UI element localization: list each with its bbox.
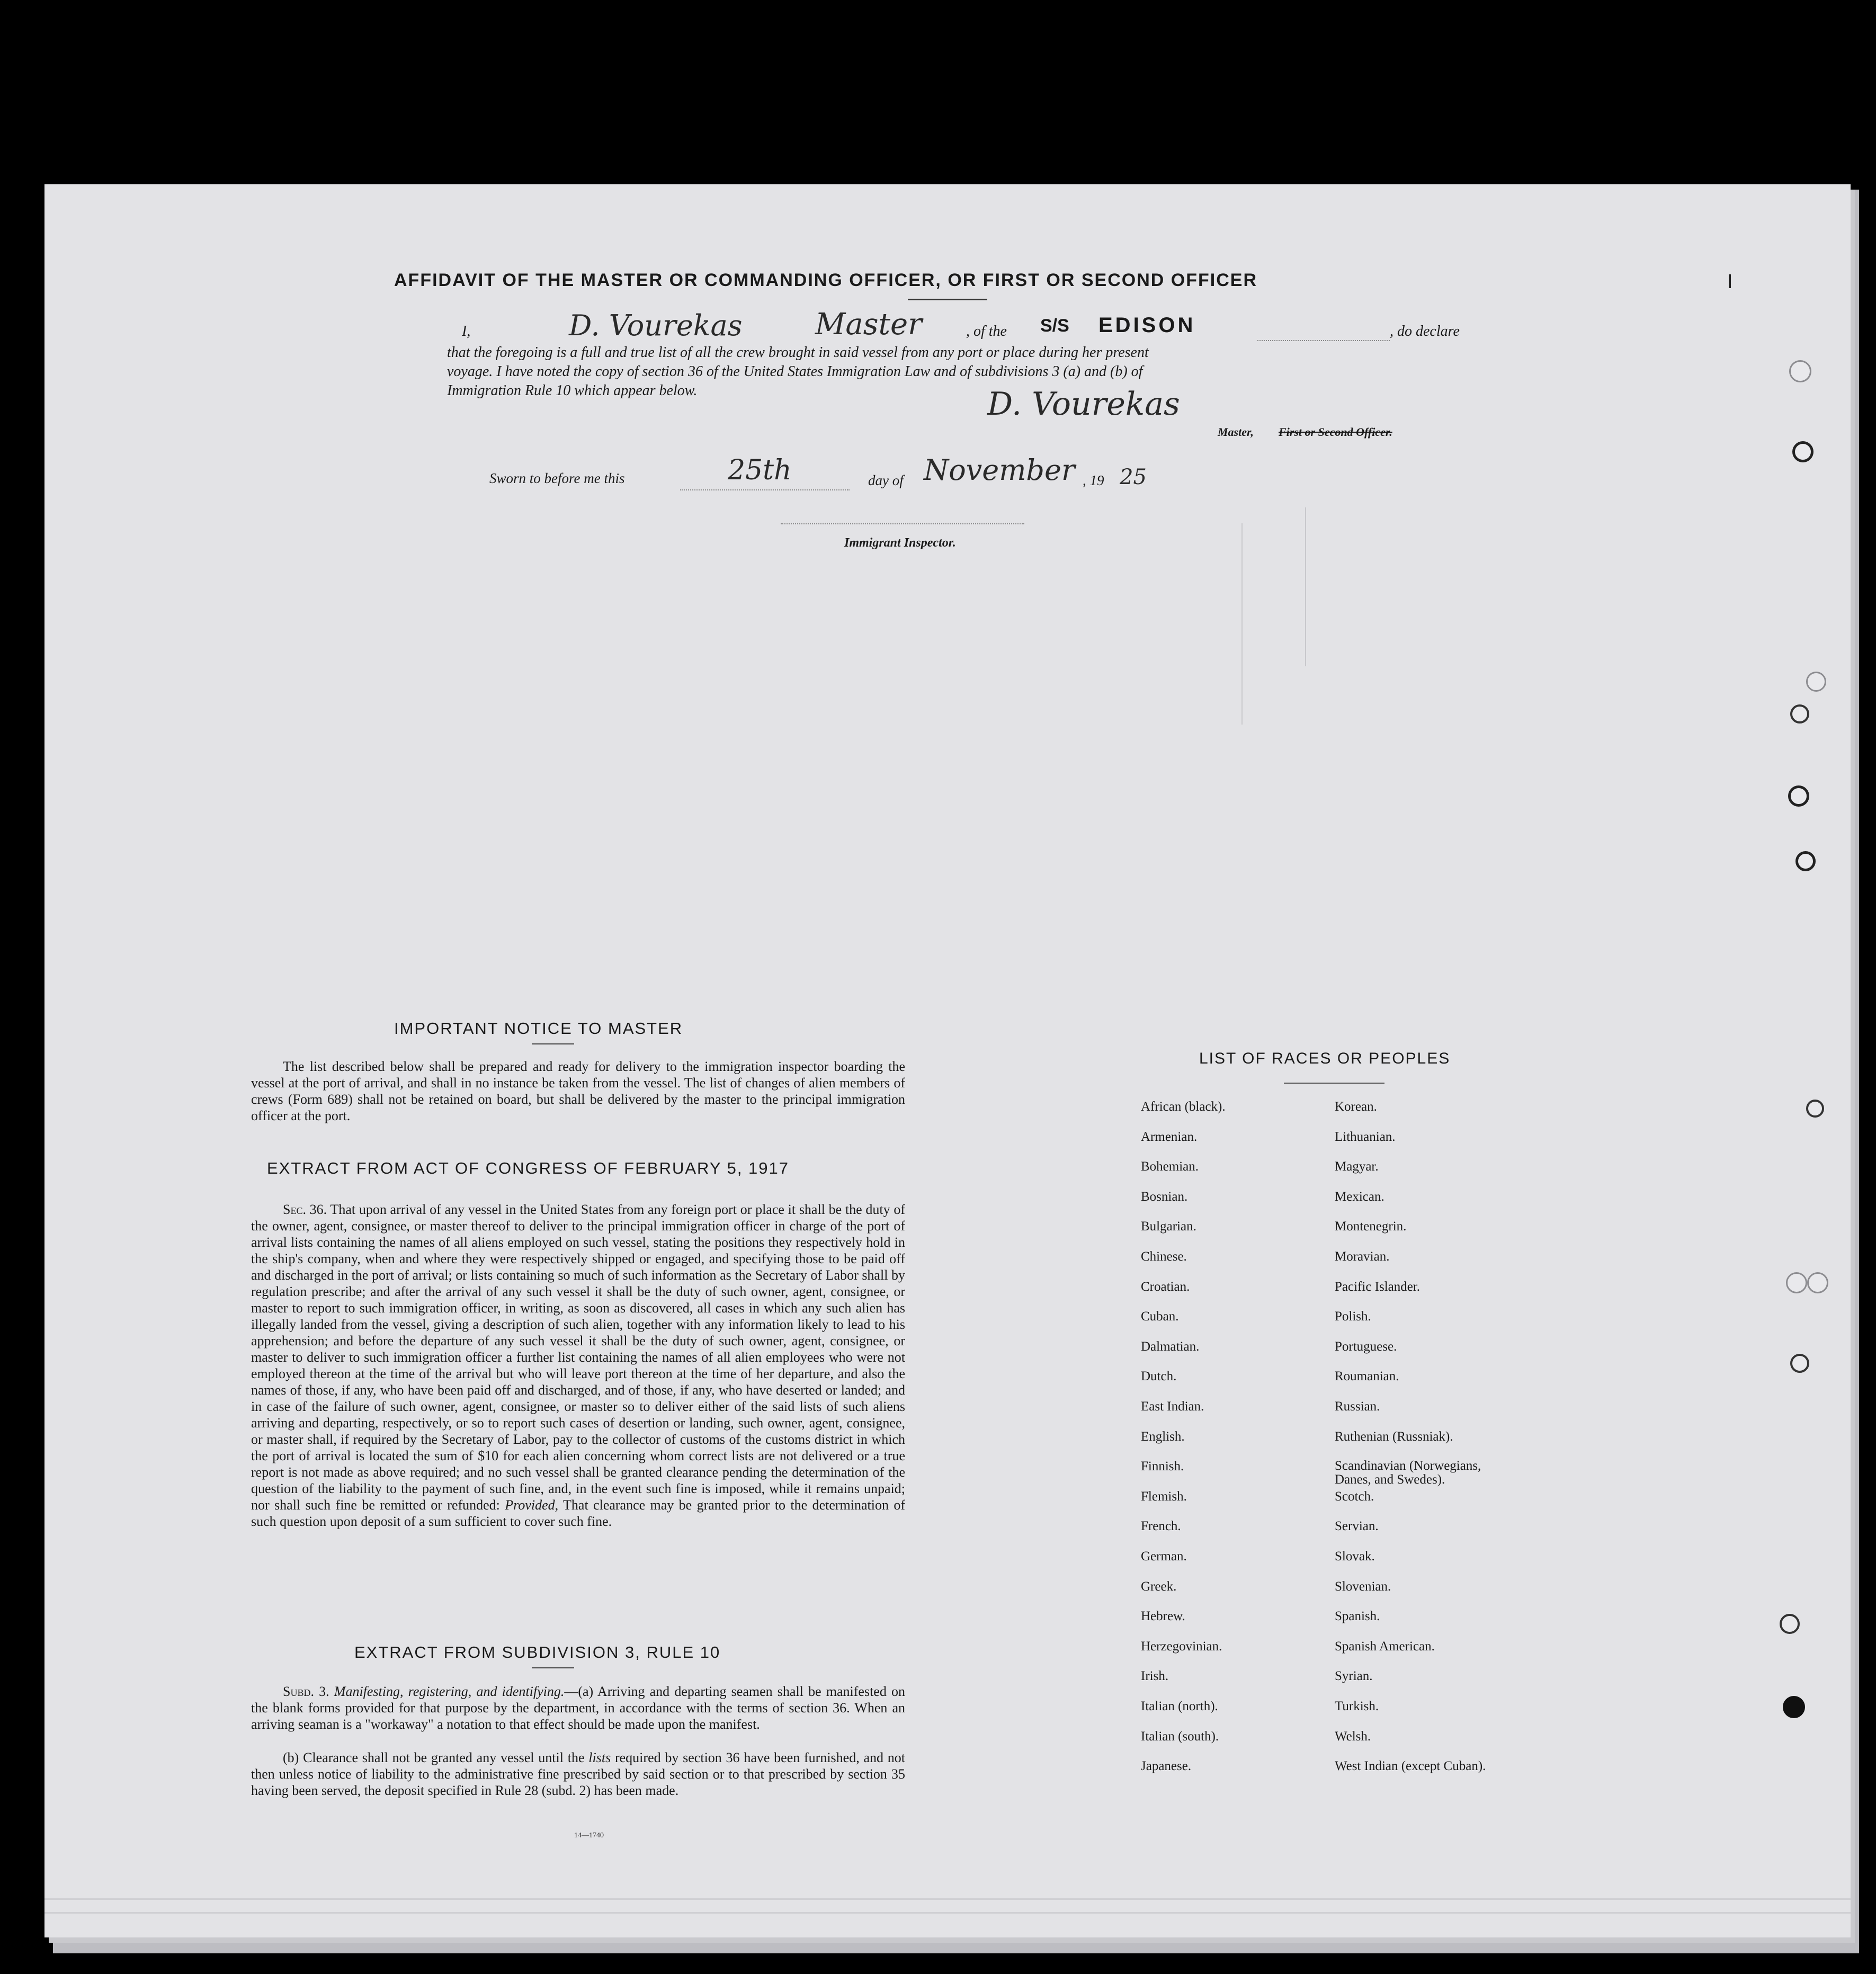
race-item: Dalmatian. [1141,1339,1200,1354]
race-item: Hebrew. [1141,1609,1185,1624]
notice-body: The list described below shall be prepared and ready for delivery to the immigration inspector boarding the vessel at the port of arrival, and shall in no instance be taken from the vessel. The list of changes of alien members of crews (Form 689) shall not be retained on board, but shall be delivered by the master to the principal immigration officer at the port. [251,1059,905,1123]
inspector-label: Immigrant Inspector. [844,536,956,550]
extract-act-body [251,1201,905,1530]
show-through-mark [1305,507,1306,666]
race-item: Italian (south). [1141,1729,1219,1744]
struck-officer-label: First or Second Officer. [1279,425,1392,439]
subd-b-lists: lists [588,1750,611,1765]
race-item: East Indian. [1141,1399,1204,1414]
ss-prefix: S/S [1040,316,1069,336]
race-item: Servian. [1335,1519,1379,1534]
races-rule [1284,1083,1384,1084]
rule-para-b [251,1749,905,1799]
binder-hole [1790,1354,1809,1373]
race-item: Roumanian. [1335,1369,1399,1384]
subd-a-text: —(a) Arriving and departing seamen shall be manifested on the blank forms provided for that purpose by the department, in accordance with the terms of section 36. When an arriving seaman is a "workaway" a notation to that effect should be made upon the manifest. [251,1684,905,1732]
race-item: Croatian. [1141,1279,1190,1294]
race-item: Spanish American. [1335,1639,1435,1654]
race-item: Moravian. [1335,1249,1390,1264]
race-item: Chinese. [1141,1249,1187,1264]
races-title: LIST OF RACES OR PEOPLES [1199,1050,1451,1067]
rule-rule [532,1667,574,1668]
race-item: Herzegovinian. [1141,1639,1222,1654]
race-item: Welsh. [1335,1729,1371,1744]
race-item: Irish. [1141,1669,1169,1684]
tick-mark [1729,274,1731,288]
race-item: Italian (north). [1141,1699,1218,1713]
master-label: Master, [1218,425,1254,439]
race-item: West Indian (except Cuban). [1335,1759,1486,1774]
race-item: French. [1141,1519,1181,1534]
body-line-3: Immigration Rule 10 which appear below. [447,382,698,399]
race-item: Slovenian. [1335,1579,1391,1594]
race-item: Russian. [1335,1399,1380,1414]
binder-hole [1783,1696,1805,1718]
extract-act-title: EXTRACT FROM ACT OF CONGRESS OF FEBRUARY 5, 1917 [267,1159,790,1177]
master-signature: D. Vourekas [987,386,1180,423]
sworn-day: 25th [728,454,792,486]
race-item: Scandinavian (Norwegians, Danes, and Swedes). [1335,1459,1481,1487]
binder-hole [1795,851,1816,871]
vessel-name: EDISON [1098,314,1196,337]
race-item: Bohemian. [1141,1159,1199,1174]
rule-para-a [251,1683,905,1732]
binder-hole [1806,1100,1824,1118]
binder-hole [1806,672,1826,692]
provided-label: Provided, [505,1497,559,1513]
sec-label: Sec. 36. [283,1202,327,1217]
body-line-1: that the foregoing is a full and true list of all the crew brought in said vessel from any port or place during her present [447,344,1149,361]
race-item: Bulgarian. [1141,1219,1196,1234]
binder-hole [1789,360,1811,382]
sworn-label: Sworn to before me this [489,470,625,486]
binder-hole [1807,1272,1828,1293]
subd-b-text-2: required by section 36 have been furnished, and not then unless notice of liability to the administrative fine prescribed by said section or to that prescribed by section 35 having been served, the deposit specified in Rule 28 (subd. 2) has been made. [251,1750,906,1798]
race-item: Dutch. [1141,1369,1177,1384]
race-item: Turkish. [1335,1699,1379,1713]
body-line-2: voyage. I have noted the copy of section 36 of the United States Immigration Law and of subdivisions 3 (a) and (b) of [447,363,1143,380]
race-item: Syrian. [1335,1669,1373,1684]
do-declare-label: , do declare [1390,323,1460,340]
race-item: German. [1141,1549,1187,1564]
race-item: African (black). [1141,1100,1226,1114]
extract-rule-title: EXTRACT FROM SUBDIVISION 3, RULE 10 [354,1643,721,1662]
race-item: Montenegrin. [1335,1219,1407,1234]
sec36-text: That upon arrival of any vessel in the United States from any foreign port or place it shall be the duty of the owner, agent, consignee, or master thereof to deliver to the principal immigration officer in charge of the port of arrival lists containing the names of all aliens employed on such vessel, stating the positions they respectively hold in the ship's company, when and where they were respectively shipped or engaged, and specifying those to be paid off and discharged in the port of arrival; or lists containing so much of such information as the Secretary of Labor shall by regulation prescribe; and after the arrival of any such vessel it shall be the duty of such owner, agent, consignee, or master to report to such immigration officer, in writing, as soon as discovered, all cases in which any such alien has illegally landed from the vessel, giving a description of such alien, together with any information likely to lead to his apprehension; and before the departure of any such vessel it shall be the duty of such owner, agent, consignee, or master to deliver to such immigration officer a further list containing the names of all alien employees who were not employed thereon at the time of the arrival but who will leave port thereon at the time of her departure, and also the names of those, if any, who have been paid off and discharged, and of those, if any, who have deserted or landed; and in case of the failure of such owner, agent, consignee, or master so to deliver either of the said lists of such aliens arriving and departing, respectively, or so to report such cases of desertion or landing, such owner, agent, consignee, or master shall, if required by the Secretary of Labor, pay to the collector of customs of the customs district in which the port of arrival is located the sum of $10 for each alien concerning whom correct lists are not delivered or a true report is not made as above required; and no such vessel shall be granted clearance pending the determination of the question of the liability to the payment of such fine, and, in the event such fine is imposed, while it remains unpaid; nor shall such fine be remitted or refunded: [251,1202,905,1513]
race-item: Pacific Islander. [1335,1279,1421,1294]
race-item: Cuban. [1141,1309,1179,1324]
race-item: Greek. [1141,1579,1177,1594]
subd-label: Subd. 3. [283,1684,329,1699]
year-prefix: , 19 [1083,472,1104,488]
binder-hole [1786,1272,1807,1293]
binder-hole [1792,441,1814,462]
inspector-dotline [781,523,1024,524]
sworn-year: 25 [1120,465,1147,489]
binder-hole [1788,785,1809,807]
sworn-month: November [924,453,1075,487]
officer-name: D. Vourekas [569,309,743,342]
race-item: Ruthenian (Russniak). [1335,1429,1453,1444]
race-item: Lithuanian. [1335,1129,1396,1144]
race-item: Spanish. [1335,1609,1380,1624]
i-label: I, [462,323,471,340]
race-item: Mexican. [1335,1189,1384,1204]
rank: Master [815,307,922,342]
race-item: Polish. [1335,1309,1371,1324]
race-item: Japanese. [1141,1759,1192,1774]
race-item: Slovak. [1335,1549,1375,1564]
sec36-proviso: That clearance may be granted prior to the determination of such question upon deposit of a sum sufficient to cover such fine. [251,1497,905,1529]
page-content [44,184,1851,1937]
affidavit-title: AFFIDAVIT OF THE MASTER OR COMMANDING OFFICER, OR FIRST OR SECOND OFFICER [394,270,1257,290]
race-item: Magyar. [1335,1159,1379,1174]
race-item: Finnish. [1141,1459,1184,1474]
race-item: Flemish. [1141,1489,1187,1504]
form-number: 14—1740 [574,1832,604,1839]
show-through-mark [1241,523,1243,725]
binder-hole [1790,704,1809,723]
subd-italic: Manifesting, registering, and identifying. [334,1684,565,1699]
race-item: Armenian. [1141,1129,1198,1144]
day-dotline [680,489,850,490]
race-item: Bosnian. [1141,1189,1188,1204]
subd-b-text-1: (b) Clearance shall not be granted any vessel until the [283,1750,585,1765]
race-item: Korean. [1335,1100,1377,1114]
race-item: Portuguese. [1335,1339,1397,1354]
title-rule [908,299,987,300]
notice-rule [532,1043,574,1044]
race-item: Scotch. [1335,1489,1374,1504]
of-the-label: , of the [966,323,1007,340]
vessel-dotline [1257,340,1390,341]
binder-hole [1780,1614,1800,1634]
race-item: English. [1141,1429,1185,1444]
notice-title: IMPORTANT NOTICE TO MASTER [394,1019,683,1038]
day-of-label: day of [868,472,904,488]
